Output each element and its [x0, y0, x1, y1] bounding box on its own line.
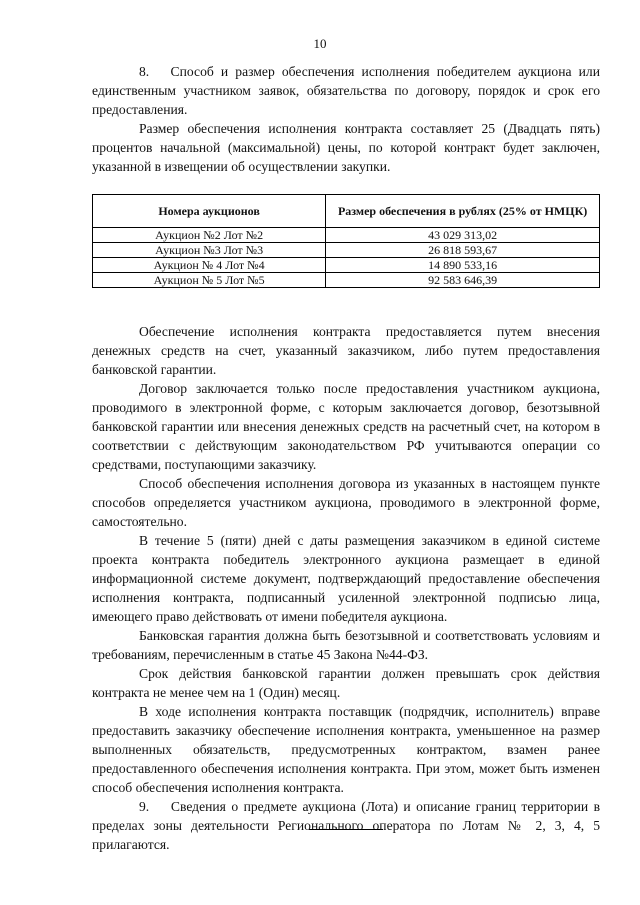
amount-cell: 26 818 593,67 — [326, 243, 600, 258]
paragraph-8: 8. Способ и размер обеспечения исполнения победителем аукциона или единственным участником заявок, обязательства по договору, порядок и срок его предоставления. — [92, 64, 600, 117]
paragraph-five-days: В течение 5 (пяти) дней с даты размещения заказчиком в единой системе проекта контракта победитель электронного аукциона размещает в единой информационной системе документ, подтверждающий предоставление обеспечения исполнения контракта, подписанный усиленной электронной подписью лица, имеющего право действовать от имени победителя аукциона. — [92, 533, 600, 624]
amount-cell: 92 583 646,39 — [326, 273, 600, 288]
auction-cell: Аукцион № 5 Лот №5 — [93, 273, 326, 288]
table-row — [93, 258, 600, 273]
column-header-auction-numbers: Номера аукционов — [93, 195, 326, 228]
paragraph-contract-conclusion: Договор заключается только после предоставления участником аукциона, проводимого в электронной форме, с которым заключается договор, безотзывной банковской гарантии или внесения денежных средств на расчетный счет, на котором в соответствии с действующим законодательством РФ учитываются операции со средствами, поступающими заказчику. — [92, 381, 600, 472]
paragraph-security-methods: Обеспечение исполнения контракта предоставляется путем внесения денежных средств на счет, указанный заказчиком, либо путем предоставления банковской гарантии. — [92, 324, 600, 377]
paragraph-9: 9. Сведения о предмете аукциона (Лота) и описание границ территории в пределах зоны деятельности Регионального оператора по Лотам № 2, 3, 4, 5 прилагаются. — [92, 799, 600, 852]
paragraph-security-amount: Размер обеспечения исполнения контракта составляет 25 (Двадцать пять) процентов начальной (максимальной) цены, по которой контракт будет заключен, указанной в извещении об осуществлении закупки. — [92, 121, 600, 174]
security-amount-table — [92, 194, 600, 288]
footer-divider — [309, 829, 383, 830]
auction-cell: Аукцион № 4 Лот №4 — [93, 258, 326, 273]
amount-cell: 14 890 533,16 — [326, 258, 600, 273]
table-header-row — [93, 195, 600, 228]
paragraph-reduced-security: В ходе исполнения контракта поставщик (подрядчик, исполнитель) вправе предоставить заказчику обеспечение исполнения контракта, уменьшенное на размер выполненных обязательств, предусмотренных контрактом, взамен ранее предоставленного обеспечения исполнения контракта. При этом, может быть изменен способ обеспечения исполнения контракта. — [92, 704, 600, 795]
paragraph-method-choice: Способ обеспечения исполнения договора из указанных в настоящем пункте способов определяется участником аукциона, проводимого в электронной форме, самостоятельно. — [92, 476, 600, 529]
page-number: 10 — [313, 36, 327, 51]
spacer — [92, 288, 600, 322]
document-body — [92, 62, 600, 854]
paragraph-bank-guarantee: Банковская гарантия должна быть безотзывной и соответствовать условиям и требованиям, перечисленным в статье 45 Закона №44-ФЗ. — [92, 628, 600, 662]
paragraph-guarantee-term: Срок действия банковской гарантии должен превышать срок действия контракта не менее чем на 1 (Один) месяц. — [92, 666, 600, 700]
table-row — [93, 273, 600, 288]
auction-cell: Аукцион №2 Лот №2 — [93, 228, 326, 243]
auction-cell: Аукцион №3 Лот №3 — [93, 243, 326, 258]
table-row — [93, 243, 600, 258]
amount-cell: 43 029 313,02 — [326, 228, 600, 243]
column-header-security-amount: Размер обеспечения в рублях (25% от НМЦК) — [326, 195, 600, 228]
table-row — [93, 228, 600, 243]
